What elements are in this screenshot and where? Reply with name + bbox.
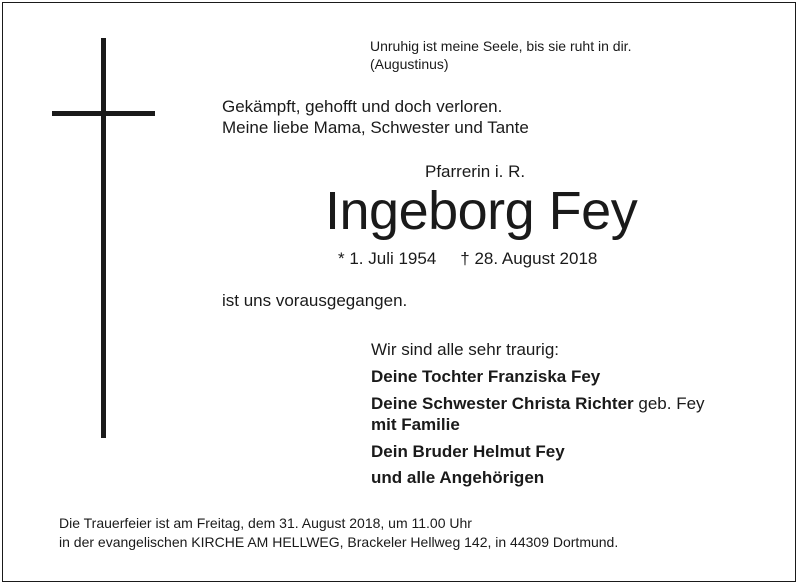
signatory-relatives: [371, 467, 544, 488]
death-date: † 28. August 2018: [460, 249, 598, 268]
intro: [222, 96, 529, 138]
maiden-name: geb. Fey: [633, 394, 705, 413]
quote-text: Unruhig ist meine Seele, bis sie ruht in dir.: [370, 38, 632, 54]
funeral-line: Die Trauerfeier ist am Freitag, dem 31. August 2018, um 11.00 Uhr: [59, 515, 472, 531]
life-dates: [338, 248, 597, 270]
signatory-name: Dein Bruder Helmut Fey: [371, 442, 565, 461]
quote-author: (Augustinus): [370, 56, 449, 72]
cross-icon-vertical-beam: [101, 38, 106, 438]
birth-date: * 1. Juli 1954: [338, 249, 437, 268]
signatory-daughter: [371, 366, 600, 387]
signatory-family: [371, 414, 460, 435]
funeral-line: in der evangelischen KIRCHE AM HELLWEG, Brackeler Hellweg 142, in 44309 Dortmund.: [59, 534, 619, 550]
intro-line: Gekämpft, gehofft und doch verloren.: [222, 97, 503, 116]
cross-icon-horizontal-beam: [52, 111, 155, 116]
signatory-brother: [371, 441, 565, 462]
deceased-name: Ingeborg Fey: [325, 181, 638, 241]
signatory-name: und alle Angehörigen: [371, 468, 545, 487]
passed-away-text: ist uns vorausgegangen.: [222, 291, 408, 310]
signatory-name: Deine Tochter Franziska Fey: [371, 367, 601, 386]
signatory-sister: [371, 393, 705, 414]
signatory-name: Deine Schwester Christa Richter: [371, 394, 634, 413]
mourning-text: Wir sind alle sehr traurig:: [371, 340, 560, 359]
quote: [370, 37, 631, 73]
funeral-info: [59, 514, 618, 552]
deceased-title: Pfarrerin i. R.: [425, 162, 526, 181]
intro-line: Meine liebe Mama, Schwester und Tante: [222, 118, 529, 137]
signatory-name: mit Familie: [371, 415, 460, 434]
